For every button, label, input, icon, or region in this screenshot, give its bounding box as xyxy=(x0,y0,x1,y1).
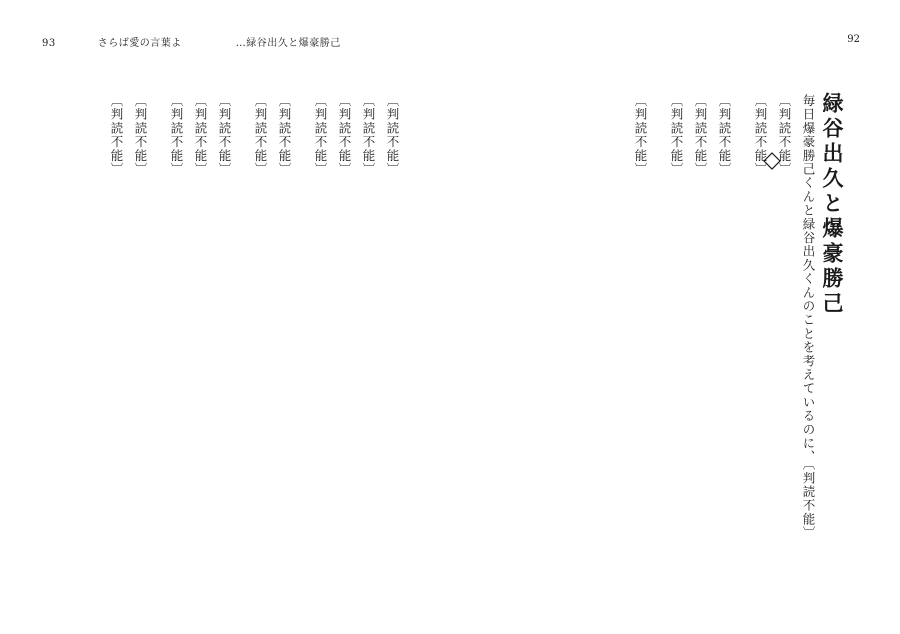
blank-line xyxy=(236,94,248,610)
body-line: 〔判読不能〕 xyxy=(753,94,768,177)
body-line: 〔判読不能〕 xyxy=(169,94,184,177)
body-line: 〔判読不能〕 xyxy=(277,94,292,177)
left-page-number: 93 xyxy=(42,38,56,49)
left-page-body xyxy=(44,94,404,610)
body-line: 〔判読不能〕 xyxy=(717,94,732,177)
body-line: 〔判読不能〕 xyxy=(109,94,124,177)
body-line: 〔判読不能〕 xyxy=(385,94,400,177)
body-line: 〔判読不能〕 xyxy=(337,94,352,177)
body-line: 〔判読不能〕 xyxy=(693,94,708,177)
blank-line xyxy=(652,94,664,610)
left-page-header xyxy=(42,34,341,49)
body-line: 〔判読不能〕 xyxy=(253,94,268,177)
body-line: 〔判読不能〕 xyxy=(133,94,148,177)
right-page-number: 92 xyxy=(847,34,860,45)
blank-line xyxy=(296,94,308,610)
body-line: 〔判読不能〕 xyxy=(777,94,792,177)
body-line: 〔判読不能〕 xyxy=(313,94,328,177)
body-line: 〔判読不能〕 xyxy=(193,94,208,177)
chapter-title: 緑谷出久と爆豪勝己 xyxy=(820,92,844,317)
running-book-title: さらば愛の言葉よ xyxy=(97,38,182,49)
body-line: 〔判読不能〕 xyxy=(633,94,648,177)
body-line: 〔判読不能〕 xyxy=(361,94,376,177)
body-line: 毎日爆豪勝己くんと緑谷出久くんのことを考えているのに、〔判読不能〕 xyxy=(801,94,816,540)
body-line: 〔判読不能〕 xyxy=(669,94,684,177)
right-page-body xyxy=(520,94,820,610)
blank-line xyxy=(152,94,164,610)
blank-line xyxy=(736,94,748,610)
running-chapter-title: …緑谷出久と爆豪勝己 xyxy=(235,38,341,49)
body-line: 〔判読不能〕 xyxy=(217,94,232,177)
